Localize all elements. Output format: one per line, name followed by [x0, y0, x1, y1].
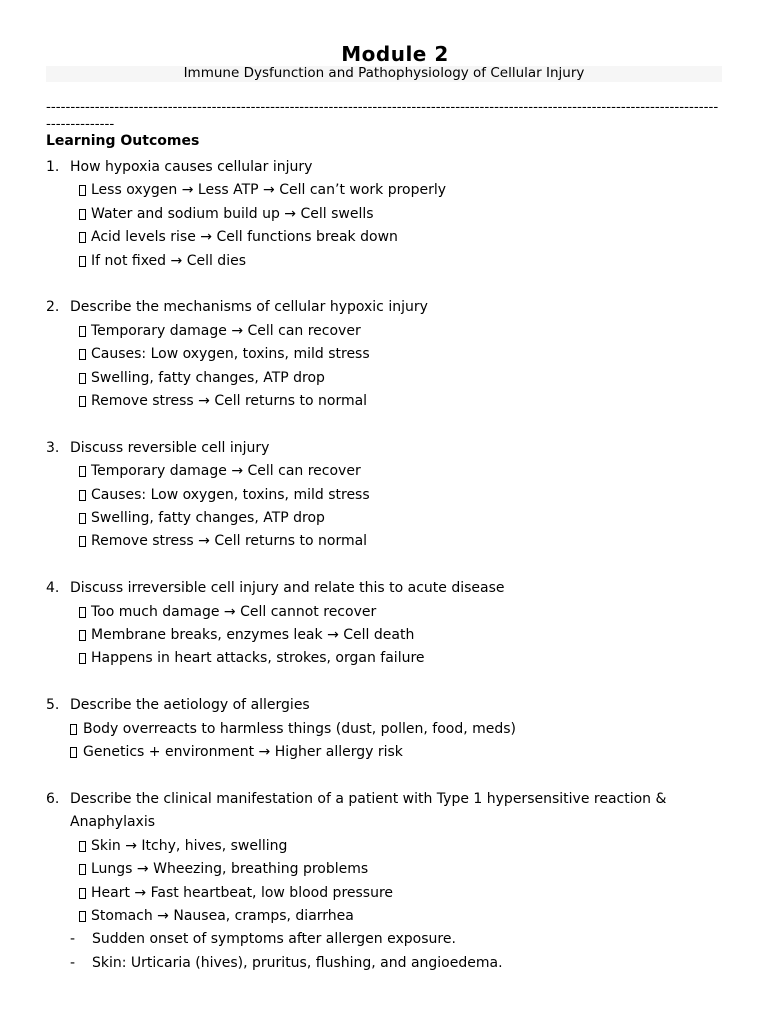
dashed-divider: --------------------------------------------------------------------------------------------------------------------------------------------------------	[46, 99, 719, 132]
bullet-item	[46, 858, 722, 881]
checkbox-glyph-icon	[79, 466, 86, 477]
bullet-item	[46, 507, 722, 530]
outcome-item	[46, 788, 722, 975]
checkbox-glyph-icon	[79, 911, 86, 922]
bullet-item	[46, 905, 722, 928]
bullet-item	[46, 835, 722, 858]
bullet-item	[46, 320, 722, 343]
outcome-number: 4.	[46, 580, 60, 597]
bullet-text: Heart → Fast heartbeat, low blood pressure	[91, 884, 394, 901]
outcome-item	[46, 296, 722, 413]
checkbox-glyph-icon	[70, 724, 77, 735]
checkbox-glyph-icon	[79, 185, 86, 196]
bullet-item	[46, 741, 722, 764]
outcome-question-text: Discuss reversible cell injury	[70, 439, 270, 456]
dash-marker: -	[70, 954, 76, 971]
section-heading: Learning Outcomes	[46, 133, 200, 149]
outcome-number: 2.	[46, 299, 60, 316]
bullet-item	[46, 484, 722, 507]
outcome-question	[46, 296, 722, 319]
checkbox-glyph-icon	[79, 396, 86, 407]
bullet-item	[46, 179, 722, 202]
bullet-text: Body overreacts to harmless things (dust, pollen, food, meds)	[83, 720, 517, 737]
checkbox-glyph-icon	[79, 536, 86, 547]
outcome-item	[46, 156, 722, 273]
checkbox-glyph-icon	[79, 209, 86, 220]
dash-text: Sudden onset of symptoms after allergen exposure.	[92, 931, 456, 948]
bullet-text: Swelling, fatty changes, ATP drop	[91, 369, 325, 386]
checkbox-glyph-icon	[79, 326, 86, 337]
outcome-number: 5.	[46, 697, 60, 714]
bullet-text: Stomach → Nausea, cramps, diarrhea	[91, 907, 354, 924]
bullet-item	[46, 718, 722, 741]
outcome-question	[46, 788, 722, 835]
dash-text: Skin: Urticaria (hives), pruritus, flushing, and angioedema.	[92, 954, 503, 971]
outcome-item	[46, 577, 722, 671]
bullet-item	[46, 882, 722, 905]
outcome-question	[46, 437, 722, 460]
bullet-item	[46, 367, 722, 390]
bullet-text: Acid levels rise → Cell functions break down	[91, 229, 398, 246]
outcome-number: 6.	[46, 790, 60, 807]
checkbox-glyph-icon	[79, 653, 86, 664]
bullet-text: Membrane breaks, enzymes leak → Cell death	[91, 627, 415, 644]
checkbox-glyph-icon	[79, 864, 86, 875]
dash-item	[46, 928, 722, 951]
outcome-number: 1.	[46, 159, 60, 175]
outcome-question-text: Discuss irreversible cell injury and relate this to acute disease	[70, 580, 505, 597]
bullet-text: Less oxygen → Less ATP → Cell can’t work properly	[91, 182, 447, 199]
checkbox-glyph-icon	[79, 256, 86, 267]
checkbox-glyph-icon	[70, 747, 77, 758]
dash-marker: -	[70, 931, 76, 948]
checkbox-glyph-icon	[79, 373, 86, 384]
bullet-text: Swelling, fatty changes, ATP drop	[91, 510, 325, 527]
learning-outcomes-list	[46, 156, 722, 975]
checkbox-glyph-icon	[79, 232, 86, 243]
bullet-item	[46, 203, 722, 226]
outcome-question	[46, 694, 722, 717]
bullet-text: Remove stress → Cell returns to normal	[91, 533, 368, 550]
bullet-item	[46, 390, 722, 413]
bullet-text: Temporary damage → Cell can recover	[91, 322, 361, 339]
checkbox-glyph-icon	[79, 888, 86, 899]
bullet-item	[46, 460, 722, 483]
outcome-item	[46, 694, 722, 764]
checkbox-glyph-icon	[79, 607, 86, 618]
outcome-question	[46, 156, 722, 179]
outcome-question-text: Describe the aetiology of allergies	[70, 697, 310, 714]
bullet-item	[46, 530, 722, 553]
checkbox-glyph-icon	[79, 841, 86, 852]
page-subtitle: Immune Dysfunction and Pathophysiology of Cellular Injury	[183, 65, 585, 81]
bullet-text: Genetics + environment → Higher allergy risk	[83, 744, 403, 761]
outcome-question-text: How hypoxia causes cellular injury	[70, 159, 313, 175]
bullet-item	[46, 601, 722, 624]
bullet-item	[46, 647, 722, 670]
outcome-question-text: Describe the clinical manifestation of a patient with Type 1 hypersensitive reaction &	[70, 790, 667, 807]
bullet-item	[46, 624, 722, 647]
outcome-item	[46, 437, 722, 554]
bullet-item	[46, 250, 722, 273]
bullet-item	[46, 343, 722, 366]
bullet-text: Causes: Low oxygen, toxins, mild stress	[91, 346, 370, 363]
dash-item	[46, 952, 722, 975]
outcome-question	[46, 577, 722, 600]
bullet-item	[46, 226, 722, 249]
bullet-text: Causes: Low oxygen, toxins, mild stress	[91, 486, 370, 503]
bullet-text: Too much damage → Cell cannot recover	[91, 603, 377, 620]
bullet-text: Remove stress → Cell returns to normal	[91, 393, 368, 410]
outcome-question-text-continued: Anaphylaxis	[70, 814, 156, 831]
bullet-text: If not fixed → Cell dies	[91, 252, 246, 269]
outcome-number: 3.	[46, 439, 60, 456]
bullet-text: Skin → Itchy, hives, swelling	[91, 837, 288, 854]
checkbox-glyph-icon	[79, 513, 86, 524]
bullet-text: Happens in heart attacks, strokes, organ failure	[91, 650, 425, 667]
bullet-text: Temporary damage → Cell can recover	[91, 463, 361, 480]
bullet-text: Lungs → Wheezing, breathing problems	[91, 861, 369, 878]
checkbox-glyph-icon	[79, 630, 86, 641]
bullet-text: Water and sodium build up → Cell swells	[91, 205, 374, 222]
checkbox-glyph-icon	[79, 490, 86, 501]
outcome-question-text: Describe the mechanisms of cellular hypoxic injury	[70, 299, 428, 316]
checkbox-glyph-icon	[79, 349, 86, 360]
page-title: Module 2	[341, 42, 449, 66]
